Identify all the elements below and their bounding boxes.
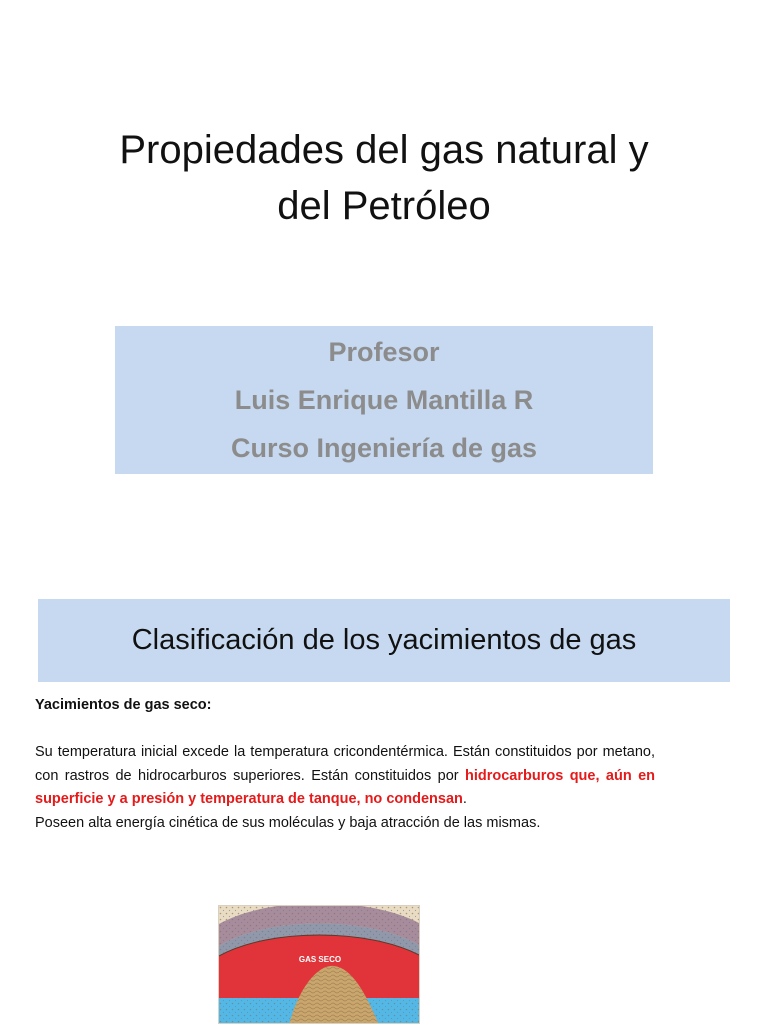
subtitle-box xyxy=(115,326,653,474)
subtitle-author: Luis Enrique Mantilla R xyxy=(234,385,534,415)
section-title: Clasificación de los yacimientos de gas xyxy=(131,624,637,656)
section-header xyxy=(38,599,730,682)
dry-gas-reservoir-diagram xyxy=(218,905,420,1024)
paragraph-text: Su temperatura inicial excede la temperatura cricondentérmica. Están constituidos por metano, con rastros de hidrocarburos superiores. Están constituidos por xyxy=(35,744,655,784)
highlight-text: hidrocarburos que, aún en superficie y a presión y temperatura de tanque, no condensan xyxy=(35,767,655,808)
body-heading: Yacimientos de gas seco: xyxy=(35,697,212,713)
subtitle-role: Profesor xyxy=(328,337,440,367)
reservoir-illustration xyxy=(219,906,420,1024)
slide-title xyxy=(40,122,728,234)
title-line-2: del Petróleo xyxy=(277,184,491,228)
body-text xyxy=(35,694,655,836)
body-paragraph-2: Poseen alta energía cinética de sus moléculas y baja atracción de las mismas. xyxy=(35,814,541,831)
subtitle-course: Curso Ingeniería de gas xyxy=(230,433,538,463)
title-line-1: Propiedades del gas natural y xyxy=(119,128,649,172)
body-paragraph-1 xyxy=(35,741,655,812)
paragraph-text-end: . xyxy=(462,791,467,808)
gas-seco-label: GAS SECO xyxy=(298,955,342,964)
